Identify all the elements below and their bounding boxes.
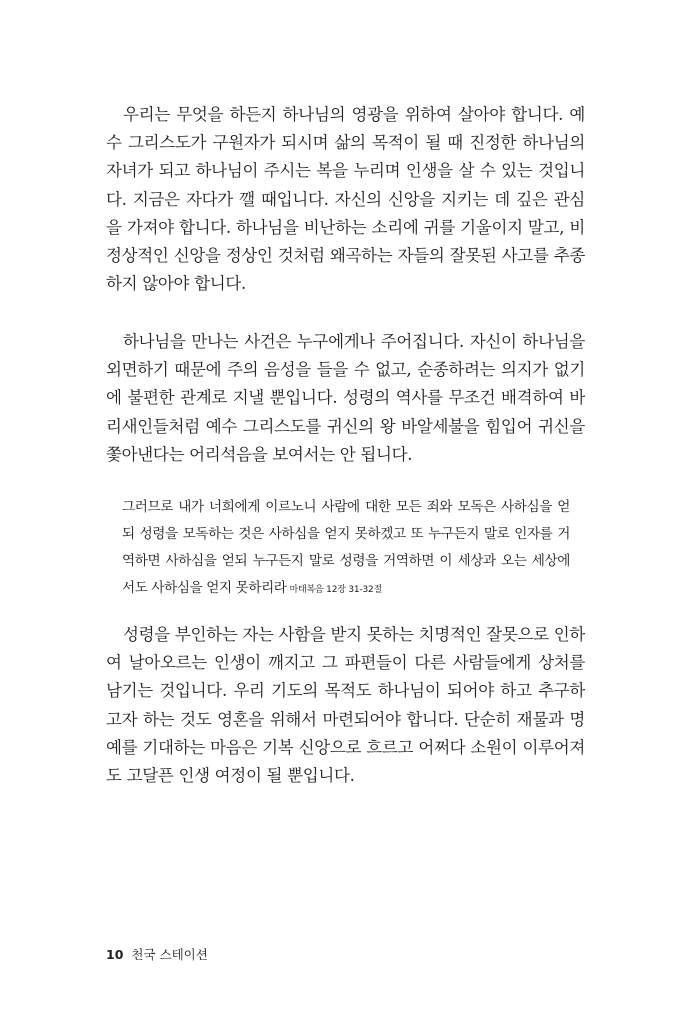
text-line: 예를 기대하는 마음은 기복 신앙으로 흐르고 어쩌다 소원이 이루어져	[106, 737, 585, 757]
text-line: 다. 지금은 자다가 깰 때입니다. 자신의 신앙을 지키는 데 깊은 관심	[106, 189, 585, 209]
text-line: 우리는 무엇을 하든지 하나님의 영광을 위하여 살아야 합니다. 예	[123, 105, 585, 124]
page-footer	[106, 945, 208, 963]
text-line: 하지 않아야 합니다.	[106, 274, 246, 294]
quote-text: 서도 사하심을 얻지 못하리라	[122, 580, 287, 596]
text-line: 도 고달픈 인생 여정이 될 뿐입니다.	[106, 765, 355, 785]
quote-line: 되 성령을 모독하는 것은 사하심을 얻지 못하겠고 또 누구든지 말로 인자를 거	[122, 526, 570, 542]
text-line: 수 그리스도가 구원자가 되시며 삶의 목적이 될 때 진정한 하나님의	[106, 133, 585, 153]
quote-line	[122, 575, 570, 602]
text-line: 리새인들처럼 예수 그리스도를 귀신의 왕 바알세불을 힘입어 귀신을	[106, 416, 585, 436]
paragraph-2	[106, 328, 585, 469]
text-line: 자녀가 되고 하나님이 주시는 복을 누리며 인생을 살 수 있는 것입니	[106, 161, 585, 181]
text-line: 여 날아오르는 인생이 깨지고 그 파편들이 다른 사람들에게 상처를	[106, 653, 585, 673]
text-line: 외면하기 때문에 주의 음성을 들을 수 없고, 순종하려는 의지가 없기	[106, 360, 585, 380]
text-line: 고자 하는 것도 영혼을 위해서 마련되어야 합니다. 단순히 재물과 명	[106, 709, 585, 729]
text-line: 에 불편한 관계로 지낼 뿐입니다. 성령의 역사를 무조건 배격하여 바	[106, 388, 585, 408]
text-line: 남기는 것입니다. 우리 기도의 목적도 하나님이 되어야 하고 추구하	[106, 681, 585, 701]
page-number: 10	[106, 947, 124, 962]
book-title: 천국 스테이션	[131, 947, 208, 962]
text-line: 정상적인 신앙을 정상인 것처럼 왜곡하는 자들의 잘못된 사고를 추종	[106, 245, 585, 265]
quote-line: 역하면 사하심을 얻되 누구든지 말로 성령을 거역하면 이 세상과 오는 세상에	[122, 553, 570, 569]
text-line: 하나님을 만나는 사건은 누구에게나 주어집니다. 자신이 하나님을	[123, 332, 585, 351]
paragraph-3	[106, 621, 585, 790]
scripture-quote	[122, 494, 570, 602]
scripture-reference: 마태복음 12장 31-32절	[289, 585, 383, 595]
text-line: 성령을 부인하는 자는 사함을 받지 못하는 치명적인 잘못으로 인하	[123, 625, 585, 644]
quote-line: 그러므로 내가 너희에게 이르노니 사람에 대한 모든 죄와 모독은 사하심을 얻	[122, 499, 570, 515]
text-line: 을 가져야 합니다. 하나님을 비난하는 소리에 귀를 기울이지 말고, 비	[106, 217, 585, 237]
paragraph-1	[106, 101, 585, 298]
text-line: 쫓아낸다는 어리석음을 보여서는 안 됩니다.	[106, 444, 413, 464]
